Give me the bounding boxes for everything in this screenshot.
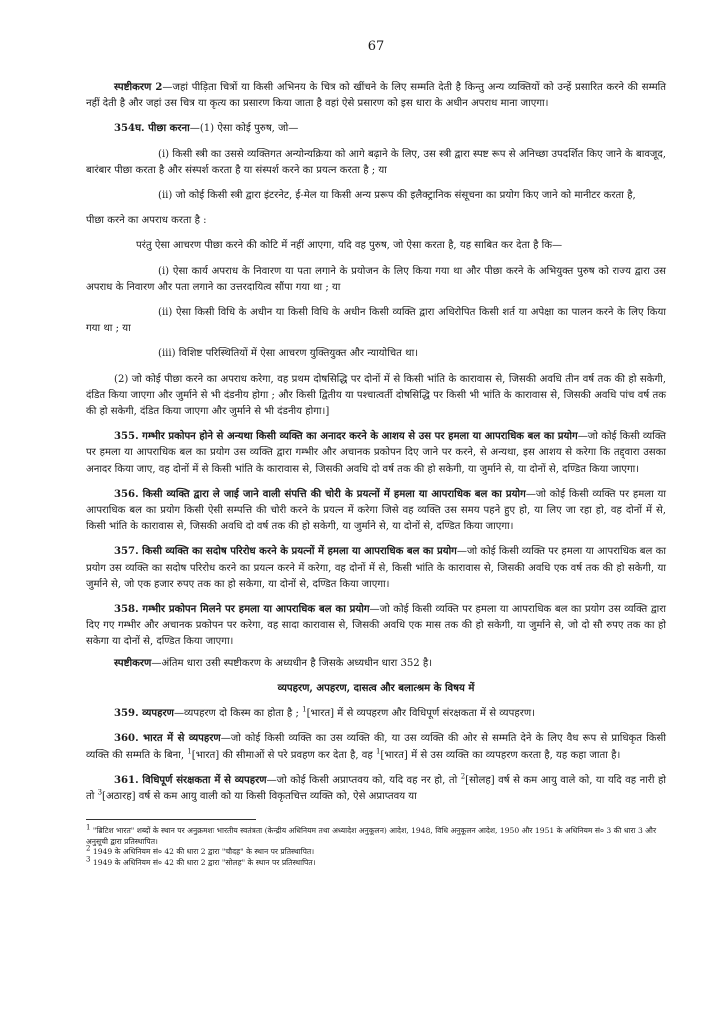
section-357-paragraph — [86, 544, 666, 593]
section-356-heading: 356. किसी व्यक्ति द्वारा ले जाई जाने वाली संपत्ति की चोरी के प्रयत्नों में हमला या आपराधिक बल का प्रयोग — [114, 488, 526, 500]
footnote-3 — [86, 855, 666, 869]
footnote-2-marker: 2 — [86, 844, 91, 853]
section-354d-subsection-2: (2) जो कोई पीछा करने का अपराध करेगा, वह प्रथम दोषसिद्धि पर दोनों में से किसी भांति के कारावास से, जिसकी अवधि तीन वर्ष तक की हो सकेगी, दंडित किया जाएगा और जुर्माने से भी दंडनीय होगा ; और किसी द्वितीय या पश्चात्वर्ती दोषसिद्धि पर किसी भी भांति के कारावास से, जिसकी अवधि पांच वर्ष तक की हो सकेगी, दंडित किया जाएगा और जुर्माने से भी दंडनीय होगा।] — [86, 373, 666, 418]
explanation-2-paragraph — [86, 80, 666, 112]
footnote-3-marker: 3 — [86, 855, 91, 864]
footnote-marker-1: 1 — [187, 747, 192, 756]
explanation-2-text: —जहां पीड़िता चित्रों या किसी अभिनय के चित्र को खींचने के लिए सम्मति देती है किन्तु अन्य व्यक्तियों को उन्हें प्रसारित करने की सम्मति नहीं देती है और जहां उस चित्र या कृत्य का प्रसारण किया जाता है वहां ऐसे प्रसारण को इस धारा के अधीन अपराध माना जाएगा। — [86, 82, 667, 110]
section-361-heading: 361. विधिपूर्ण संरक्षकता में से व्यपहरण — [114, 774, 267, 786]
explanation-paragraph — [86, 656, 666, 672]
section-359-paragraph — [86, 706, 666, 722]
chapter-heading: व्यपहरण, अपहरण, दासत्व और बलात्श्रम के विषय में — [277, 682, 475, 694]
section-358-text: —जो कोई किसी व्यक्ति पर हमला या आपराधिक बल का प्रयोग उस व्यक्ति द्वारा दिए गए गम्भीर और अचानक प्रकोपन पर करेगा, वह सादा कारावास से, जिसकी अवधि एक मास तक की हो सकेगी, या जुर्माने से, जो दो सौ रुपए तक का हो सकेगा या दोनों से, दण्डित किया जाएगा। — [86, 604, 666, 648]
section-355-text: —जो कोई किसी व्यक्ति पर हमला या आपराधिक बल का प्रयोग उस व्यक्ति द्वारा गम्भीर और अचानक प्रकोपन दिए जाने पर करने, से अन्यथा, इस आशय से करेगा कि तद्द्वारा उसका अनादर किया जाए, वह दोनों में से किसी भांति के कारावास से, जिसकी अवधि दो वर्ष तक की हो सकेगी, या जुर्माने से, या दोनों से, दण्डित किया जाएगा। — [86, 431, 666, 475]
footnote-2-text: 1949 के अधिनियम सं० 42 की धारा 2 द्वारा "चौदह" के स्थान पर प्रतिस्थापित। — [92, 847, 315, 857]
footnote-2 — [86, 844, 666, 858]
section-361-text-b: [सोलह] वर्ष से कम आयु वाले को, या यदि वह नारी हो तो — [86, 774, 666, 802]
section-357-text: —जो कोई किसी व्यक्ति पर हमला या आपराधिक बल का प्रयोग उस व्यक्ति का सदोष परिरोध करने का प्रयत्न करने में करेगा, वह दोनों में से, किसी भांति के कारावास से, जिसकी अवधि एक वर्ष तक की हो सकेगी, या जुर्माने से, जो एक हजार रुपए तक का हो सकेगा, या दोनों से, दण्डित किया जाएगा। — [86, 546, 666, 590]
footnote-divider — [86, 819, 256, 820]
explanation-heading: स्पष्टीकरण — [114, 657, 152, 669]
section-360-paragraph — [86, 731, 666, 763]
section-360-heading: 360. भारत में से व्यपहरण — [114, 733, 221, 745]
section-359-text-b: [भारत] में से व्यपहरण और विधिपूर्ण संरक्षकता में से व्यपहरण। — [306, 708, 535, 720]
section-356-text: —जो कोई किसी व्यक्ति पर हमला या आपराधिक बल का प्रयोग किसी ऐसी सम्पत्ति की चोरी करने के प्रयत्न में करेगा जिसे वह व्यक्ति उस समय पहने हुए हो, या लिए जा रहा हो, वह दोनों में से, किसी भांति के कारावास से, जिसकी अवधि दो वर्ष तक की हो सकेगी, या जुर्माने से, या दोनों से, दण्डित किया जाएगा। — [86, 488, 666, 533]
section-354d-clause-ii: (ii) जो कोई किसी स्त्री द्वारा इंटरनेट, ई-मेल या किसी अन्य प्ररूप की इलैक्ट्रानिक संसूचना का प्रयोग किए जाने को मानीटर करता है, — [158, 190, 636, 202]
section-355-paragraph — [86, 429, 666, 478]
section-354d-clause-i: (i) किसी स्त्री का उससे व्यक्तिगत अन्योन्यक्रिया को आगे बढ़ाने के लिए, उस स्त्री द्वारा स्पष्ट रूप से अनिच्छा उपदर्शित किए जाने के बावजूद, बारंबार पीछा करता है और संस्पर्श करता है या संस्पर्श करने का प्रयत्न करता है ; या — [86, 148, 666, 176]
section-354d-offence: पीछा करने का अपराध करता है : — [86, 215, 207, 227]
section-354d-heading: 354घ. पीछा करना — [114, 123, 190, 135]
section-358-heading: 358. गम्भीर प्रकोपन मिलने पर हमला या आपराधिक बल का प्रयोग — [114, 604, 370, 616]
section-354d-intro: —(1) ऐसा कोई पुरुष, जो— — [189, 123, 299, 135]
section-354d-proviso-ii: (ii) ऐसा किसी विधि के अधीन या किसी विधि के अधीन किसी व्यक्ति द्वारा अधिरोपित किसी शर्त या अपेक्षा का पालन करने के लिए किया गया था ; या — [86, 307, 666, 335]
section-354d-proviso: परंतु ऐसा आचरण पीछा करने की कोटि में नहीं आएगा, यदि वह पुरुष, जो ऐसा करता है, यह साबित कर देता है कि— — [136, 240, 563, 252]
section-361-text-a: —जो कोई किसी अप्राप्तवय को, यदि वह नर हो, तो — [266, 774, 461, 786]
page-number: 67 — [367, 39, 385, 54]
section-354d-heading-paragraph — [86, 121, 666, 137]
section-359-text-a: —व्यपहरण दो किस्म का होता है ; — [173, 708, 303, 720]
footnote-marker-3: 3 — [97, 788, 103, 797]
section-357-heading: 357. किसी व्यक्ति का सदोष परिरोध करने के प्रयत्नों में हमला या आपराधिक बल का प्रयोग — [114, 546, 457, 558]
explanation-2-heading: स्पष्टीकरण 2 — [114, 82, 163, 93]
section-361-text-c: [अठारह] वर्ष से कम आयु वाली को या किसी विकृतचित्त व्यक्ति को, ऐसे अप्राप्तवय या — [102, 790, 417, 802]
section-360-text-a: —जो कोई किसी व्यक्ति का उस व्यक्ति की, या उस व्यक्ति की ओर से सम्मति देने के लिए वैध रूप से प्राधिकृत किसी व्यक्ति की सम्मति के बिना, — [86, 733, 666, 761]
footnote-1-text: "ब्रिटिश भारत" शब्दों के स्थान पर अनुक्रमशः भारतीय स्वतंत्रता (केन्द्रीय अधिनियम तथा अध्यादेश अनुकूलन) आदेश, 1948, विधि अनुकूलन आदेश, 1950 और 1951 के अधिनियम सं० 3 की धारा 3 और अनुसूची द्वारा प्रतिस्थापित। — [86, 826, 657, 846]
footnote-1-marker: 1 — [86, 823, 91, 832]
section-360-text-c: [भारत] में से उस व्यक्ति का व्यपहरण करता है, यह कहा जाता है। — [380, 749, 621, 761]
footnote-marker-2: 2 — [460, 772, 466, 781]
section-359-heading: 359. व्यपहरण — [114, 708, 174, 720]
footnote-marker-1: 1 — [375, 747, 381, 756]
footnote-3-text: 1949 के अधिनियम सं० 42 की धारा 2 द्वारा "सोलह" के स्थान पर प्रतिस्थापित। — [92, 857, 316, 867]
section-356-paragraph — [86, 487, 666, 536]
section-355-heading: 355. गम्भीर प्रकोपन होने से अन्यथा किसी व्यक्ति का अनादर करने के आशय से उस पर हमला या आपराधिक बल का प्रयोग — [114, 431, 578, 443]
section-354d-proviso-iii: (iii) विशिष्ट परिस्थितियों में ऐसा आचरण युक्तियुक्त और न्यायोचित था। — [158, 348, 419, 360]
explanation-text: —अंतिम धारा उसी स्पष्टीकरण के अध्यधीन है जिसके अध्यधीन धारा 352 है। — [151, 657, 433, 669]
section-361-paragraph — [86, 773, 666, 805]
section-360-text-b: [भारत] की सीमाओं से परे प्रवहण कर देता है, वह — [191, 749, 376, 761]
footnote-marker-1: 1 — [302, 705, 307, 714]
footnote-1 — [86, 823, 666, 847]
section-354d-proviso-i: (i) ऐसा कार्य अपराध के निवारण या पता लगाने के प्रयोजन के लिए किया गया था और पीछा करने के अभियुक्त पुरुष को राज्य द्वारा उस अपराध के निवारण और पता लगाने का उत्तरदायित्व सौंपा गया था ; या — [86, 265, 666, 293]
section-358-paragraph — [86, 602, 666, 651]
